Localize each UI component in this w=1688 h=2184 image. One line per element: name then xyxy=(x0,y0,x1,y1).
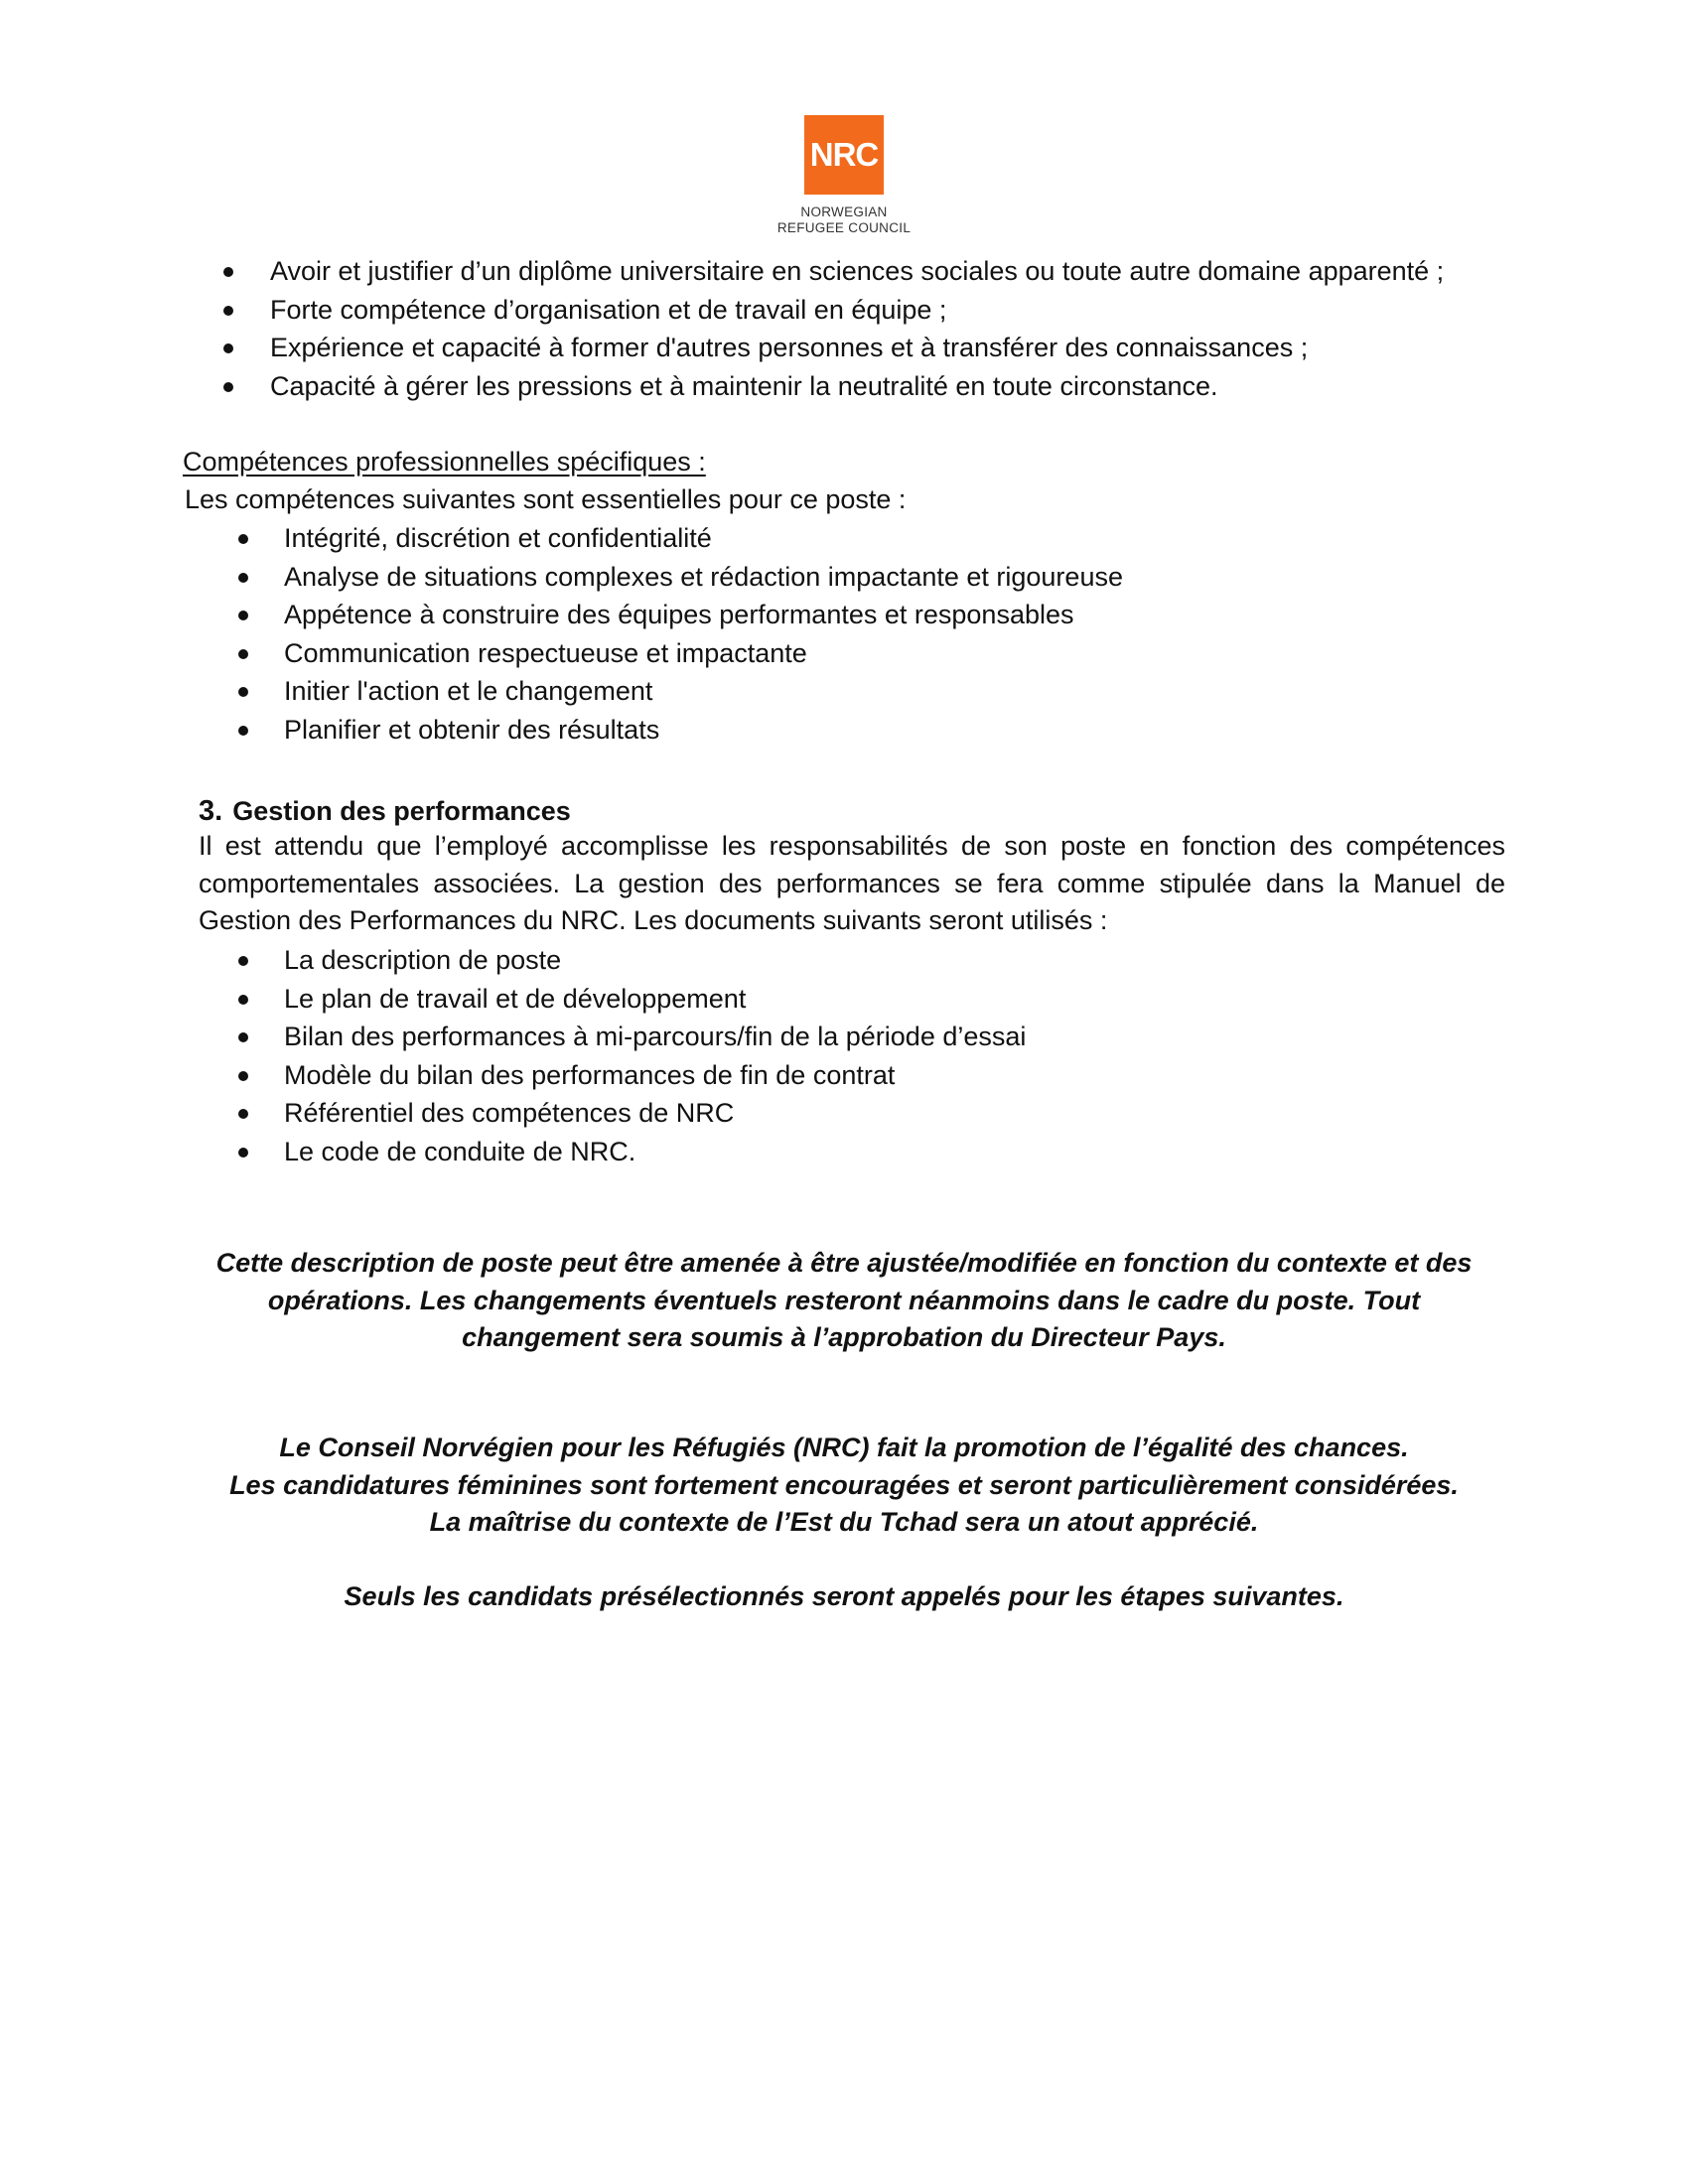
competences-intro: Les compétences suivantes sont essentielles pour ce poste : xyxy=(185,484,907,514)
list-item: Avoir et justifier d’un diplôme universitaire en sciences sociales ou toute autre domaine apparenté ; xyxy=(270,252,1444,291)
bullet-icon xyxy=(223,343,233,353)
nrc-logo-text xyxy=(0,205,1688,236)
bullet-icon xyxy=(238,573,248,583)
list-item: Forte compétence d’organisation et de travail en équipe ; xyxy=(270,291,1444,330)
bullet-icon xyxy=(238,649,248,659)
equality-line-2: Les candidatures féminines sont fortement encouragées et seront particulièrement considérées. La maîtrise du contexte de l’Est du Tchad sera un atout apprécié. xyxy=(229,1469,1459,1537)
adjustment-note xyxy=(0,1245,1688,1357)
list-item: Bilan des performances à mi-parcours/fin de la période d’essai xyxy=(284,1018,1026,1056)
list-item: Le code de conduite de NRC. xyxy=(284,1133,1026,1171)
bullet-icon xyxy=(238,995,248,1005)
bullet-icon xyxy=(238,1071,248,1081)
adjustment-text: Cette description de poste peut être amenée à être ajustée/modifiée en fonction du contexte et des opérations. Les changements éventuels resteront néanmoins dans le cadre du poste. Tout changement sera soumis à l’approbation du Directeur Pays. xyxy=(215,1248,1473,1352)
bullet-icon xyxy=(238,1032,248,1042)
bullet-icon xyxy=(238,956,248,966)
list-item: Planifier et obtenir des résultats xyxy=(284,711,1123,750)
list-item: Le plan de travail et de développement xyxy=(284,980,1026,1019)
competences-list xyxy=(284,519,1123,749)
section-3-heading xyxy=(199,792,571,830)
list-item: Modèle du bilan des performances de fin de contrat xyxy=(284,1056,1026,1095)
list-item: Intégrité, discrétion et confidentialité xyxy=(284,519,1123,558)
section-3-paragraph: Il est attendu que l’employé accomplisse les responsabilités de son poste en fonction des compétences comportementales associées. La gestion des performances se fera comme stipulée dans la Manuel de Gestion des Performances du NRC. Les documents suivants seront utilisés : xyxy=(199,831,1505,935)
list-item: Initier l'action et le changement xyxy=(284,672,1123,711)
bullet-icon xyxy=(238,611,248,620)
shortlist-text: Seuls les candidats présélectionnés seront appelés pour les étapes suivantes. xyxy=(344,1581,1344,1611)
nrc-logo-mark: NRC xyxy=(804,115,884,195)
equality-line-1: Le Conseil Norvégien pour les Réfugiés (NRC) fait la promotion de l’égalité des chances. xyxy=(279,1433,1409,1462)
section-number: 3. xyxy=(199,795,223,827)
bullet-icon xyxy=(238,1148,248,1158)
list-item: Appétence à construire des équipes performantes et responsables xyxy=(284,596,1123,634)
logo-line-1: NORWEGIAN xyxy=(800,205,888,219)
shortlist-note xyxy=(0,1578,1688,1616)
requirements-list xyxy=(270,252,1444,405)
list-item: Capacité à gérer les pressions et à maintenir la neutralité en toute circonstance. xyxy=(270,367,1444,406)
nrc-logo xyxy=(0,115,1688,236)
equality-note xyxy=(0,1430,1688,1542)
logo-line-2: REFUGEE COUNCIL xyxy=(776,220,912,235)
list-item: La description de poste xyxy=(284,941,1026,980)
competences-heading: Compétences professionnelles spécifiques : xyxy=(183,447,706,477)
list-item: Expérience et capacité à former d'autres personnes et à transférer des connaissances ; xyxy=(270,329,1444,367)
documents-list xyxy=(284,941,1026,1170)
bullet-icon xyxy=(238,534,248,544)
list-item: Communication respectueuse et impactante xyxy=(284,634,1123,673)
list-item: Analyse de situations complexes et rédaction impactante et rigoureuse xyxy=(284,558,1123,597)
bullet-icon xyxy=(223,306,233,316)
list-item: Référentiel des compétences de NRC xyxy=(284,1094,1026,1133)
bullet-icon xyxy=(238,726,248,736)
bullet-icon xyxy=(223,382,233,392)
bullet-icon xyxy=(223,267,233,277)
bullet-icon xyxy=(238,687,248,697)
section-title: Gestion des performances xyxy=(232,796,571,826)
bullet-icon xyxy=(238,1109,248,1119)
